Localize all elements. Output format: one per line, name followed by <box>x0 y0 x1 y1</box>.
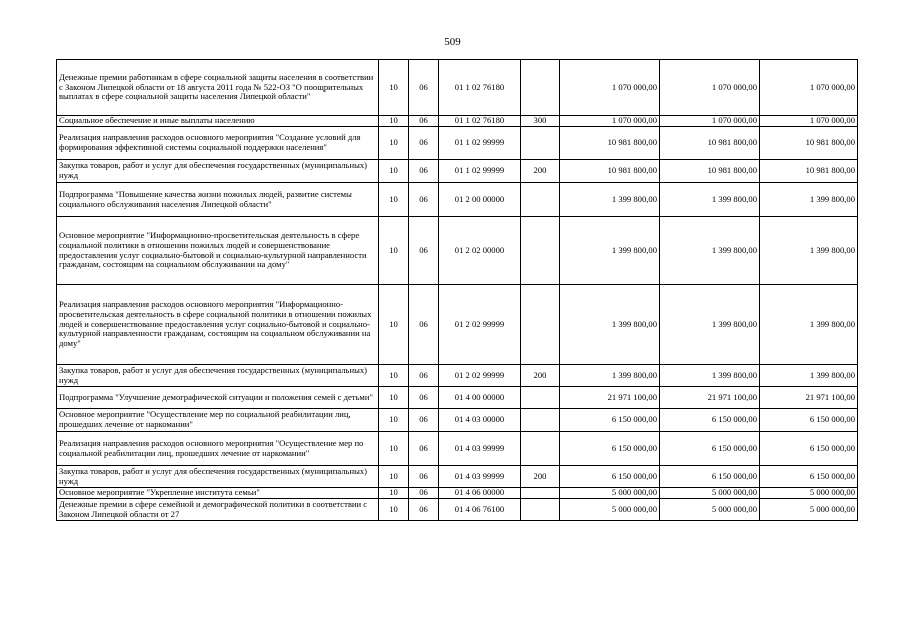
row-expense-type-cell: 200 <box>521 466 560 488</box>
row-amount-2-cell: 5 000 000,00 <box>660 499 760 521</box>
row-amount-3-cell: 6 150 000,00 <box>760 466 858 488</box>
row-amount-3-cell: 1 399 800,00 <box>760 285 858 365</box>
row-amount-1-cell: 5 000 000,00 <box>560 499 660 521</box>
row-amount-2-cell: 10 981 800,00 <box>660 127 760 160</box>
row-expense-type-cell <box>521 60 560 116</box>
table-row <box>57 127 858 160</box>
table-row <box>57 387 858 409</box>
row-subsection-cell: 06 <box>409 127 439 160</box>
row-expense-type-cell <box>521 488 560 499</box>
row-subsection-cell: 06 <box>409 217 439 285</box>
row-amount-2-cell: 21 971 100,00 <box>660 387 760 409</box>
row-target-article-cell: 01 4 06 00000 <box>439 488 521 499</box>
row-section-cell: 10 <box>379 217 409 285</box>
row-amount-2-cell: 1 399 800,00 <box>660 217 760 285</box>
row-subsection-cell: 06 <box>409 285 439 365</box>
row-section-cell: 10 <box>379 160 409 183</box>
row-name-cell: Денежные премии в сфере семейной и демографической политики в соответствии с Законом Липецкой области от 27 <box>57 499 379 521</box>
row-amount-3-cell: 5 000 000,00 <box>760 488 858 499</box>
row-name-cell: Закупка товаров, работ и услуг для обеспечения государственных (муниципальных) нужд <box>57 160 379 183</box>
row-section-cell: 10 <box>379 387 409 409</box>
row-section-cell: 10 <box>379 183 409 217</box>
table-row <box>57 466 858 488</box>
row-target-article-cell: 01 1 02 99999 <box>439 127 521 160</box>
row-name-cell: Основное мероприятие "Информационно-просветительская деятельность в сфере социальной политики в отношении пожилых людей и совершенствование предоставления услуг социально-бытовой и социально-культурной направленности гражданам, состоящим на социальном обслуживании на дому" <box>57 217 379 285</box>
row-section-cell: 10 <box>379 365 409 387</box>
row-amount-2-cell: 6 150 000,00 <box>660 432 760 466</box>
row-amount-2-cell: 6 150 000,00 <box>660 466 760 488</box>
page-number: 509 <box>444 36 461 48</box>
row-amount-1-cell: 6 150 000,00 <box>560 432 660 466</box>
row-expense-type-cell <box>521 499 560 521</box>
row-expense-type-cell: 300 <box>521 116 560 127</box>
table-row <box>57 432 858 466</box>
row-subsection-cell: 06 <box>409 160 439 183</box>
row-section-cell: 10 <box>379 432 409 466</box>
row-subsection-cell: 06 <box>409 466 439 488</box>
row-amount-3-cell: 1 399 800,00 <box>760 217 858 285</box>
row-section-cell: 10 <box>379 285 409 365</box>
row-section-cell: 10 <box>379 488 409 499</box>
row-section-cell: 10 <box>379 60 409 116</box>
row-amount-1-cell: 10 981 800,00 <box>560 127 660 160</box>
row-expense-type-cell: 200 <box>521 160 560 183</box>
row-amount-1-cell: 1 399 800,00 <box>560 183 660 217</box>
row-expense-type-cell <box>521 432 560 466</box>
row-target-article-cell: 01 2 02 99999 <box>439 285 521 365</box>
row-section-cell: 10 <box>379 409 409 432</box>
table-row <box>57 488 858 499</box>
row-amount-1-cell: 1 070 000,00 <box>560 60 660 116</box>
row-expense-type-cell <box>521 183 560 217</box>
row-subsection-cell: 06 <box>409 365 439 387</box>
row-target-article-cell: 01 4 00 00000 <box>439 387 521 409</box>
row-amount-2-cell: 1 399 800,00 <box>660 183 760 217</box>
row-amount-3-cell: 1 070 000,00 <box>760 60 858 116</box>
table-row <box>57 217 858 285</box>
row-amount-2-cell: 1 399 800,00 <box>660 365 760 387</box>
row-amount-3-cell: 1 070 000,00 <box>760 116 858 127</box>
row-amount-3-cell: 6 150 000,00 <box>760 409 858 432</box>
row-section-cell: 10 <box>379 127 409 160</box>
row-target-article-cell: 01 4 03 99999 <box>439 432 521 466</box>
table-row <box>57 499 858 521</box>
row-amount-1-cell: 1 399 800,00 <box>560 365 660 387</box>
budget-table-body <box>57 60 858 521</box>
row-name-cell: Подпрограмма "Повышение качества жизни пожилых людей, развитие системы социального обслуживания населения Липецкой области" <box>57 183 379 217</box>
row-section-cell: 10 <box>379 499 409 521</box>
table-row <box>57 116 858 127</box>
row-target-article-cell: 01 4 03 99999 <box>439 466 521 488</box>
row-amount-2-cell: 10 981 800,00 <box>660 160 760 183</box>
row-target-article-cell: 01 1 02 76180 <box>439 60 521 116</box>
row-amount-1-cell: 1 399 800,00 <box>560 217 660 285</box>
row-amount-2-cell: 5 000 000,00 <box>660 488 760 499</box>
row-subsection-cell: 06 <box>409 60 439 116</box>
row-subsection-cell: 06 <box>409 409 439 432</box>
row-name-cell: Реализация направления расходов основного мероприятия "Информационно-просветительская деятельность в сфере социальной политики в отношении пожилых людей и совершенствование предоставления услуг социально-бытовой и социально-культурной направленности гражданам, состоящим на социальном обслуживании на дому" <box>57 285 379 365</box>
row-amount-2-cell: 1 070 000,00 <box>660 116 760 127</box>
row-amount-3-cell: 21 971 100,00 <box>760 387 858 409</box>
row-name-cell: Подпрограмма "Улучшение демографической ситуации и положения семей с детьми" <box>57 387 379 409</box>
row-amount-1-cell: 5 000 000,00 <box>560 488 660 499</box>
row-target-article-cell: 01 2 00 00000 <box>439 183 521 217</box>
row-amount-1-cell: 6 150 000,00 <box>560 466 660 488</box>
row-name-cell: Реализация направления расходов основного мероприятия "Осуществление мер по социальной реабилитации лиц, прошедших лечение от наркомании" <box>57 432 379 466</box>
row-amount-2-cell: 1 399 800,00 <box>660 285 760 365</box>
row-amount-1-cell: 10 981 800,00 <box>560 160 660 183</box>
table-row <box>57 365 858 387</box>
budget-table <box>56 59 858 521</box>
row-amount-3-cell: 10 981 800,00 <box>760 127 858 160</box>
table-row <box>57 60 858 116</box>
row-section-cell: 10 <box>379 116 409 127</box>
table-row <box>57 183 858 217</box>
row-subsection-cell: 06 <box>409 116 439 127</box>
row-name-cell: Денежные премии работникам в сфере социальной защиты населения в соответствии с Законом Липецкой области от 18 августа 2011 года № 522-ОЗ "О поощрительных выплатах в сфере социальной защиты населения Липецкой области" <box>57 60 379 116</box>
row-amount-3-cell: 1 399 800,00 <box>760 365 858 387</box>
row-target-article-cell: 01 2 02 00000 <box>439 217 521 285</box>
row-subsection-cell: 06 <box>409 499 439 521</box>
row-expense-type-cell <box>521 127 560 160</box>
row-name-cell: Закупка товаров, работ и услуг для обеспечения государственных (муниципальных) нужд <box>57 365 379 387</box>
row-amount-2-cell: 6 150 000,00 <box>660 409 760 432</box>
row-amount-1-cell: 1 070 000,00 <box>560 116 660 127</box>
row-amount-3-cell: 5 000 000,00 <box>760 499 858 521</box>
row-name-cell: Основное мероприятие "Укрепление института семьи" <box>57 488 379 499</box>
row-target-article-cell: 01 4 06 76100 <box>439 499 521 521</box>
row-section-cell: 10 <box>379 466 409 488</box>
row-expense-type-cell: 200 <box>521 365 560 387</box>
row-amount-1-cell: 6 150 000,00 <box>560 409 660 432</box>
table-row <box>57 160 858 183</box>
row-name-cell: Социальное обеспечение и иные выплаты населению <box>57 116 379 127</box>
row-target-article-cell: 01 4 03 00000 <box>439 409 521 432</box>
row-target-article-cell: 01 1 02 76180 <box>439 116 521 127</box>
row-name-cell: Основное мероприятие "Осуществление мер по социальной реабилитации лиц, прошедших лечение от наркомании" <box>57 409 379 432</box>
row-name-cell: Реализация направления расходов основного мероприятия "Создание условий для формирования эффективной системы социальной поддержки населения" <box>57 127 379 160</box>
row-expense-type-cell <box>521 217 560 285</box>
row-expense-type-cell <box>521 409 560 432</box>
row-amount-3-cell: 6 150 000,00 <box>760 432 858 466</box>
row-subsection-cell: 06 <box>409 387 439 409</box>
row-amount-1-cell: 1 399 800,00 <box>560 285 660 365</box>
row-expense-type-cell <box>521 285 560 365</box>
table-row <box>57 409 858 432</box>
row-name-cell: Закупка товаров, работ и услуг для обеспечения государственных (муниципальных) нужд <box>57 466 379 488</box>
row-target-article-cell: 01 2 02 99999 <box>439 365 521 387</box>
row-subsection-cell: 06 <box>409 183 439 217</box>
row-expense-type-cell <box>521 387 560 409</box>
row-amount-1-cell: 21 971 100,00 <box>560 387 660 409</box>
row-subsection-cell: 06 <box>409 488 439 499</box>
row-amount-2-cell: 1 070 000,00 <box>660 60 760 116</box>
table-row <box>57 285 858 365</box>
row-subsection-cell: 06 <box>409 432 439 466</box>
row-amount-3-cell: 1 399 800,00 <box>760 183 858 217</box>
row-target-article-cell: 01 1 02 99999 <box>439 160 521 183</box>
row-amount-3-cell: 10 981 800,00 <box>760 160 858 183</box>
